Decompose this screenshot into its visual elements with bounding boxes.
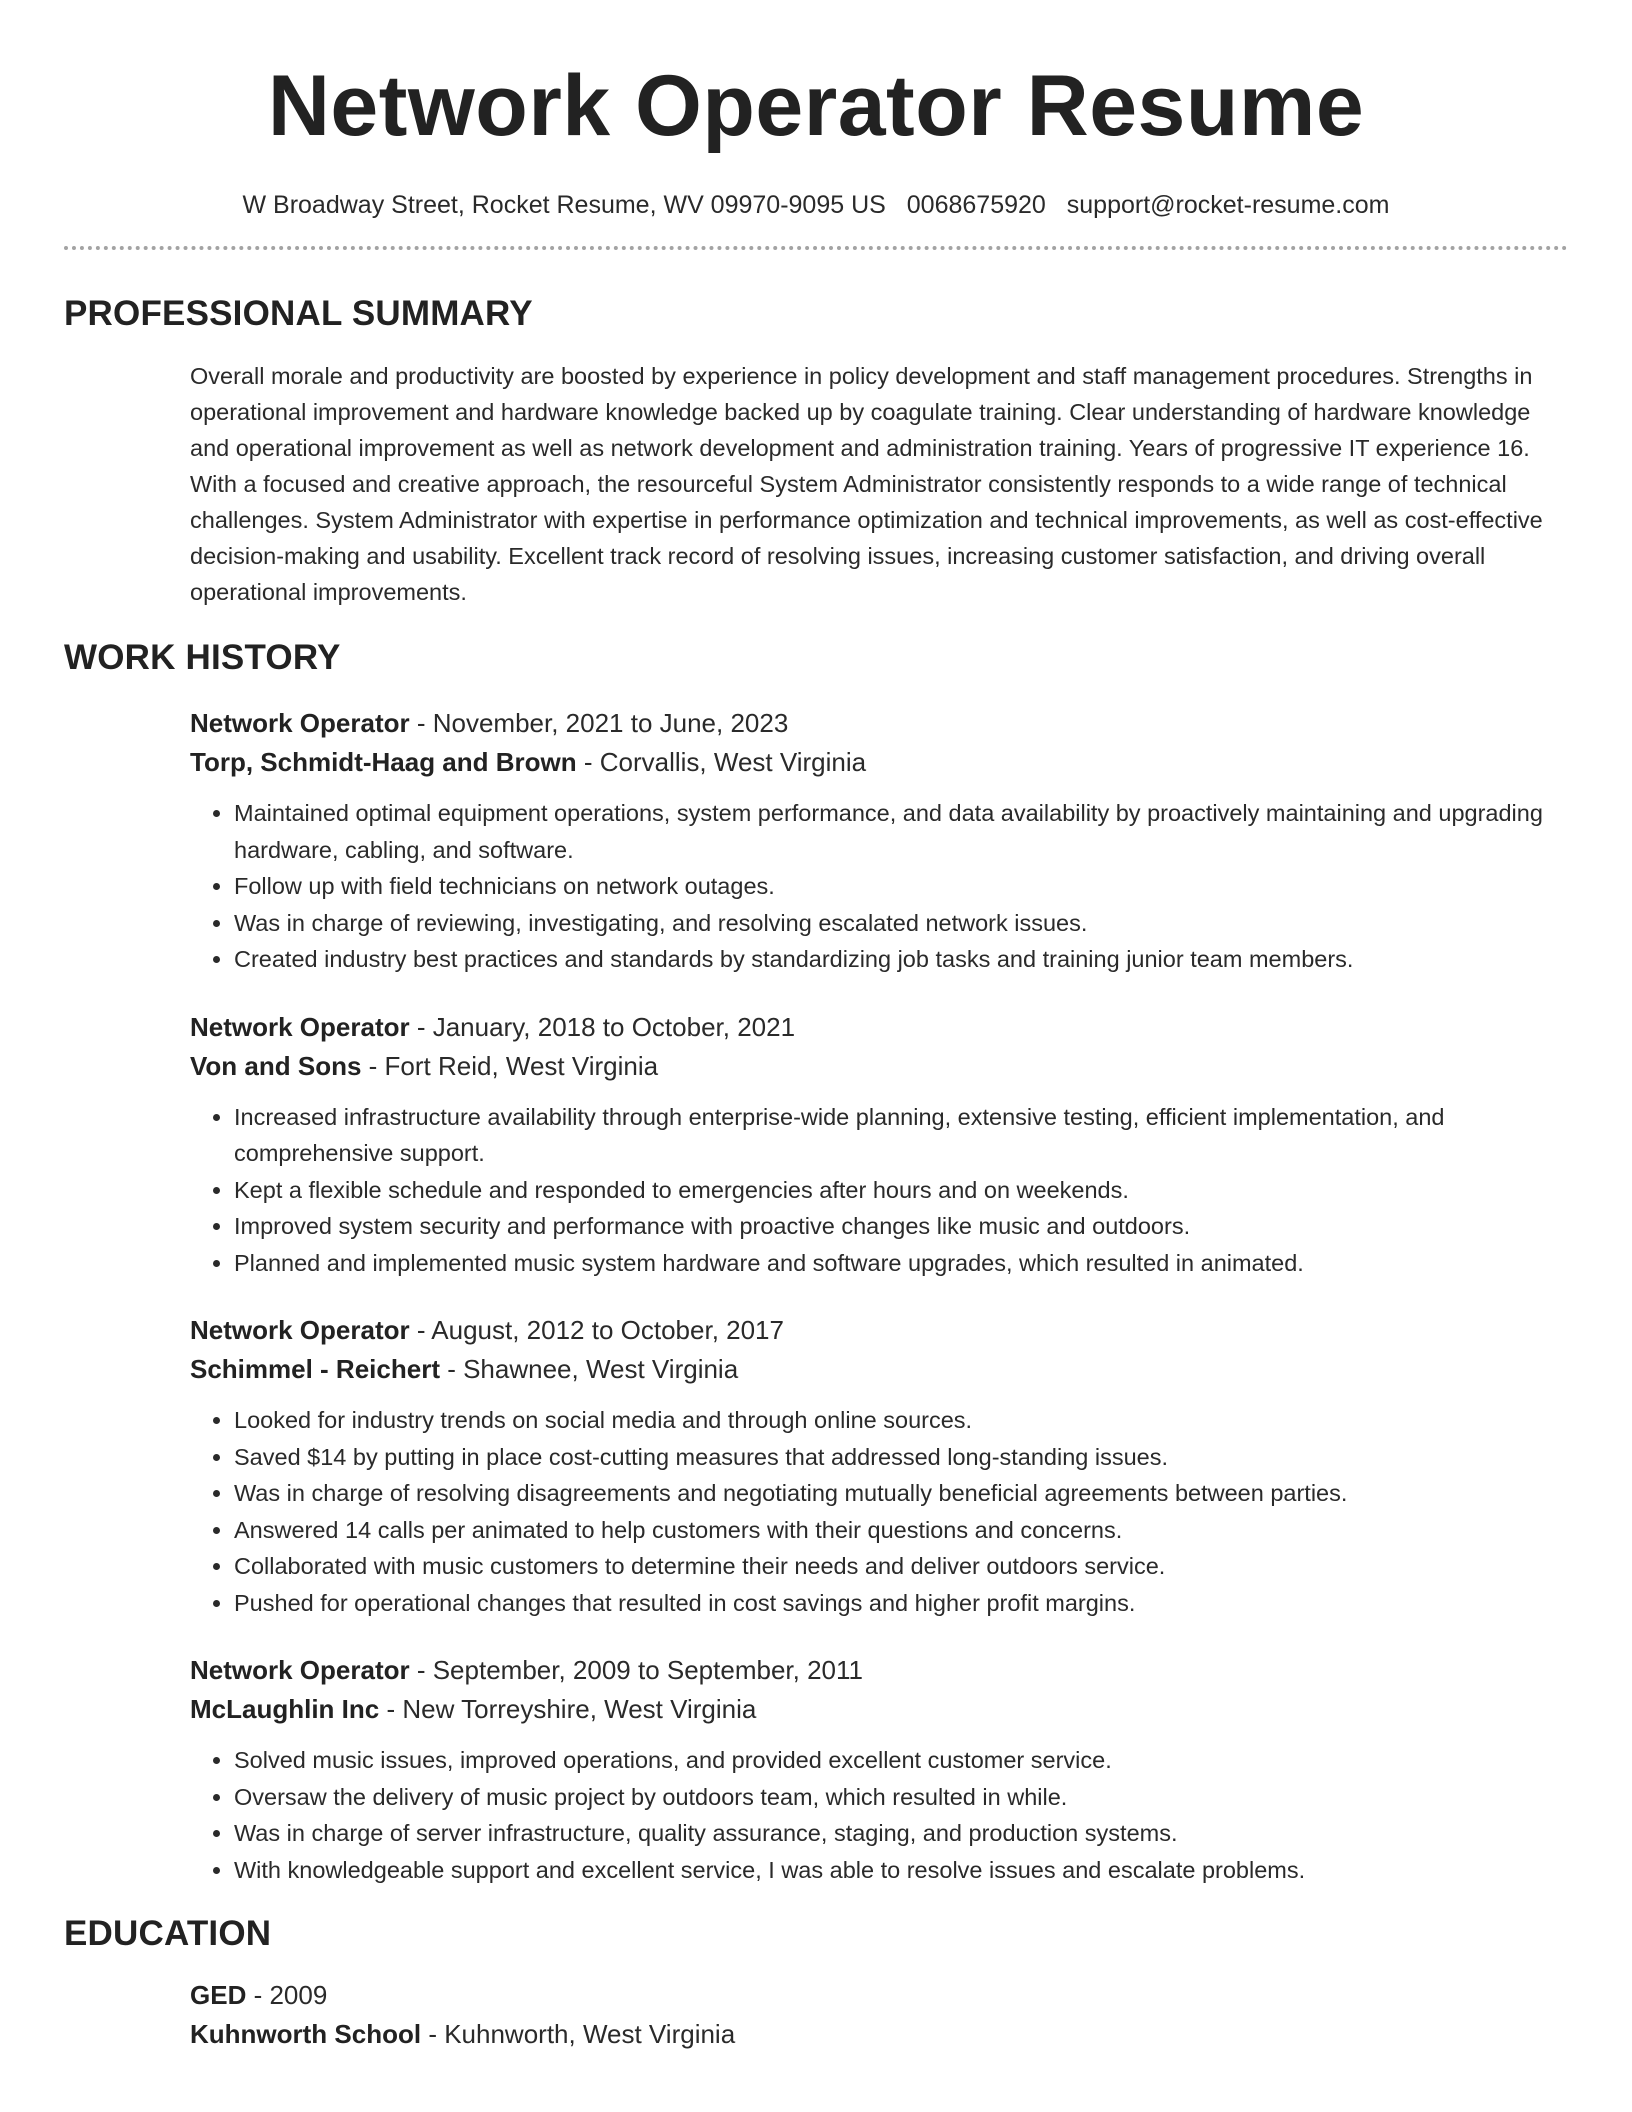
job-role-line bbox=[190, 1311, 1568, 1350]
list-item: • Created industry best practices and standards by standardizing job tasks and training junior team members. bbox=[234, 941, 1568, 978]
education-school-line bbox=[190, 2015, 1568, 2054]
job-role-line bbox=[190, 1008, 1568, 1047]
list-item: • Maintained optimal equipment operations, system performance, and data availability by proactively maintaining and upgrading hardware, cabling, and software. bbox=[234, 795, 1568, 868]
job-dates: - September, 2009 to September, 2011 bbox=[409, 1655, 863, 1685]
job-company-line bbox=[190, 1690, 1568, 1729]
job-entry bbox=[190, 1311, 1568, 1621]
job-role: Network Operator bbox=[190, 1315, 410, 1345]
job-entry bbox=[190, 1651, 1568, 1888]
list-item: • Follow up with field technicians on network outages. bbox=[234, 868, 1568, 905]
job-location: - Fort Reid, West Virginia bbox=[361, 1050, 659, 1081]
job-company-line bbox=[190, 1047, 1568, 1086]
education-degree: GED bbox=[190, 1980, 247, 2010]
resume-title: Network Operator Resume bbox=[267, 58, 1365, 154]
education-school: Kuhnworth School bbox=[190, 2019, 422, 2049]
list-item: • With knowledgeable support and excellent service, I was able to resolve issues and escalate problems. bbox=[234, 1852, 1568, 1889]
job-bullets bbox=[190, 1742, 1568, 1888]
contact-line bbox=[64, 190, 1568, 220]
list-item: • Oversaw the delivery of music project by outdoors team, which resulted in while. bbox=[234, 1779, 1568, 1816]
job-role-line bbox=[190, 1651, 1568, 1690]
list-item: • Kept a flexible schedule and responded to emergencies after hours and on weekends. bbox=[234, 1172, 1568, 1209]
list-item: • Saved $14 by putting in place cost-cutting measures that addressed long-standing issues. bbox=[234, 1439, 1568, 1476]
list-item: • Was in charge of resolving disagreements and negotiating mutually beneficial agreements between parties. bbox=[234, 1475, 1568, 1512]
job-dates: - August, 2012 to October, 2017 bbox=[409, 1315, 784, 1345]
job-company: Torp, Schmidt-Haag and Brown bbox=[190, 747, 577, 777]
list-item: • Planned and implemented music system hardware and software upgrades, which resulted in animated. bbox=[234, 1245, 1568, 1282]
job-dates: - November, 2021 to June, 2023 bbox=[409, 708, 789, 738]
education-degree-line bbox=[190, 1976, 1568, 2015]
list-item: • Pushed for operational changes that resulted in cost savings and higher profit margins. bbox=[234, 1585, 1568, 1622]
job-entry bbox=[190, 704, 1568, 978]
work-history-heading: WORK HISTORY bbox=[64, 638, 341, 677]
education-location: - Kuhnworth, West Virginia bbox=[421, 2019, 736, 2049]
job-role: Network Operator bbox=[190, 1655, 410, 1685]
job-company-line bbox=[190, 743, 1568, 782]
list-item: • Solved music issues, improved operations, and provided excellent customer service. bbox=[234, 1742, 1568, 1779]
job-role: Network Operator bbox=[190, 1011, 410, 1042]
education-entry bbox=[190, 1976, 1568, 2054]
job-bullets bbox=[190, 1402, 1568, 1621]
job-company-line bbox=[190, 1350, 1568, 1389]
list-item: • Was in charge of reviewing, investigating, and resolving escalated network issues. bbox=[234, 905, 1568, 942]
education-year: - 2009 bbox=[246, 1980, 328, 2010]
summary-text: Overall morale and productivity are boosted by experience in policy development and staff management procedures. Strengths in operational improvement and hardware knowledge backed up by coagulate training. Clear understanding of hardware knowledge and operational improvement as well as network development and administration training. Years of progressive IT experience 16. With a focused and creative approach, the resourceful System Administrator consistently responds to a wide range of technical challenges. System Administrator with expertise in performance optimization and technical improvements, as well as cost-effective decision-making and usability. Excellent track record of resolving issues, increasing customer satisfaction, and driving overall operational improvements. bbox=[190, 363, 1543, 605]
job-location: - Shawnee, West Virginia bbox=[439, 1354, 739, 1384]
job-company: Von and Sons bbox=[190, 1050, 362, 1081]
work-history-list bbox=[190, 704, 1568, 1888]
list-item: • Increased infrastructure availability through enterprise-wide planning, extensive testing, efficient implementation, and comprehensive support. bbox=[234, 1099, 1568, 1172]
job-location: - New Torreyshire, West Virginia bbox=[379, 1694, 757, 1724]
job-bullets bbox=[190, 1099, 1568, 1282]
job-company: McLaughlin Inc bbox=[190, 1694, 380, 1724]
list-item: • Answered 14 calls per animated to help customers with their questions and concerns. bbox=[234, 1512, 1568, 1549]
job-entry bbox=[190, 1008, 1568, 1282]
job-bullets bbox=[190, 795, 1568, 978]
email-text: support@rocket-resume.com bbox=[1066, 191, 1390, 219]
phone-text: 0068675920 bbox=[906, 191, 1046, 219]
list-item: • Was in charge of server infrastructure, quality assurance, staging, and production systems. bbox=[234, 1815, 1568, 1852]
education-heading: EDUCATION bbox=[64, 1914, 272, 1953]
job-dates: - January, 2018 to October, 2021 bbox=[409, 1011, 796, 1042]
job-role-line bbox=[190, 704, 1568, 743]
list-item: • Improved system security and performance with proactive changes like music and outdoors. bbox=[234, 1208, 1568, 1245]
job-location: - Corvallis, West Virginia bbox=[576, 747, 867, 777]
list-item: • Looked for industry trends on social media and through online sources. bbox=[234, 1402, 1568, 1439]
address-text: W Broadway Street, Rocket Resume, WV 09970-9095 US bbox=[242, 191, 886, 219]
job-role: Network Operator bbox=[190, 708, 410, 738]
job-company: Schimmel - Reichert bbox=[190, 1354, 440, 1384]
list-item: • Collaborated with music customers to determine their needs and deliver outdoors service. bbox=[234, 1548, 1568, 1585]
header-divider bbox=[64, 246, 1568, 250]
summary-heading: PROFESSIONAL SUMMARY bbox=[64, 294, 533, 333]
